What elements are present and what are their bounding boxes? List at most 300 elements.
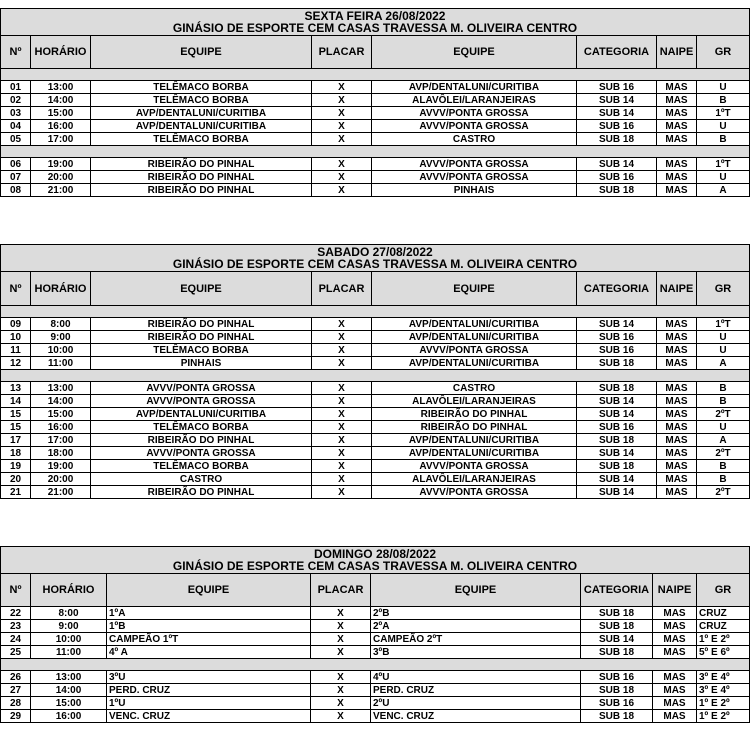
group: B [697,460,750,473]
team-away: AVP/DENTALUNI/CURITIBA [372,447,577,460]
team-home: TELÊMACO BORBA [91,344,312,357]
match-time: 16:00 [31,421,91,434]
match-number: 29 [1,710,31,723]
match-number: 06 [1,158,31,171]
table-row [1,607,750,620]
match-time: 21:00 [31,486,91,499]
col-header-score: PLACAR [311,574,371,607]
score: X [311,684,371,697]
table-row [1,671,750,684]
schedule-sunday [0,546,749,723]
category: SUB 14 [577,473,657,486]
team-home: RIBEIRÃO DO PINHAL [91,318,312,331]
team-away: AVP/DENTALUNI/CURITIBA [372,434,577,447]
col-header-group: GR [697,36,750,69]
score: X [312,434,372,447]
date-heading: SABADO 27/08/2022 [317,245,433,259]
table-row [1,94,750,107]
col-header-team1: EQUIPE [91,36,312,69]
match-number: 02 [1,94,31,107]
team-away: AVP/DENTALUNI/CURITIBA [372,331,577,344]
table-row [1,710,750,723]
col-header-category: CATEGORIA [581,574,653,607]
team-home: VENC. CRUZ [107,710,311,723]
score: X [311,646,371,659]
team-away: RIBEIRÃO DO PINHAL [372,421,577,434]
schedule-friday [0,8,749,197]
match-time: 16:00 [31,120,91,133]
table-row [1,184,750,197]
group: B [697,395,750,408]
match-number: 07 [1,171,31,184]
col-header-group: GR [697,272,750,306]
team-away: VENC. CRUZ [371,710,581,723]
col-header-score: PLACAR [312,272,372,306]
team-away: CAMPEÃO 2ºT [371,633,581,646]
score: X [311,607,371,620]
score: X [311,671,371,684]
category: SUB 16 [577,421,657,434]
match-number: 21 [1,486,31,499]
naipe: MAS [653,646,697,659]
col-header-score: PLACAR [312,36,372,69]
score: X [312,158,372,171]
score: X [312,486,372,499]
team-home: RIBEIRÃO DO PINHAL [91,331,312,344]
table-row [1,486,750,499]
group: A [697,434,750,447]
match-time: 15:00 [31,408,91,421]
separator-row [1,69,750,81]
table-row [1,171,750,184]
team-away: AVP/DENTALUNI/CURITIBA [372,318,577,331]
score: X [312,184,372,197]
header-row [1,272,750,306]
naipe: MAS [657,120,697,133]
team-home: AVVV/PONTA GROSSA [91,382,312,395]
group: U [697,344,750,357]
match-time: 17:00 [31,133,91,146]
naipe: MAS [657,133,697,146]
match-number: 18 [1,447,31,460]
match-time: 16:00 [31,710,107,723]
match-time: 14:00 [31,684,107,697]
match-number: 19 [1,460,31,473]
col-header-number: Nº [1,272,31,306]
match-time: 10:00 [31,344,91,357]
col-header-naipe: NAIPE [653,574,697,607]
category: SUB 14 [581,633,653,646]
table-row [1,473,750,486]
category: SUB 14 [577,395,657,408]
naipe: MAS [657,382,697,395]
table-row [1,357,750,370]
match-time: 11:00 [31,646,107,659]
category: SUB 14 [577,318,657,331]
team-home: AVVV/PONTA GROSSA [91,447,312,460]
team-away: ALAVÔLEI/LARANJEIRAS [372,395,577,408]
group: 1º E 2º [697,697,750,710]
venue-heading: GINÁSIO DE ESPORTE CEM CASAS TRAVESSA M. OLIVEIRA CENTRO [172,257,578,271]
team-home: TELÊMACO BORBA [91,94,312,107]
group: A [697,184,750,197]
match-time: 20:00 [31,473,91,486]
score: X [312,81,372,94]
schedule-table [0,244,750,499]
team-away: 3ºB [371,646,581,659]
match-time: 8:00 [31,318,91,331]
naipe: MAS [657,486,697,499]
team-home: RIBEIRÃO DO PINHAL [91,434,312,447]
match-number: 17 [1,434,31,447]
match-number: 28 [1,697,31,710]
match-number: 20 [1,473,31,486]
team-away: AVVV/PONTA GROSSA [372,171,577,184]
score: X [312,408,372,421]
match-number: 01 [1,81,31,94]
table-row [1,408,750,421]
team-home: CASTRO [91,473,312,486]
category: SUB 18 [581,710,653,723]
match-time: 21:00 [31,184,91,197]
group: U [697,331,750,344]
table-row [1,421,750,434]
team-away: CASTRO [372,133,577,146]
naipe: MAS [653,620,697,633]
naipe: MAS [657,357,697,370]
schedule-table [0,546,750,723]
naipe: MAS [657,81,697,94]
team-home: 3ºU [107,671,311,684]
score: X [311,710,371,723]
group: B [697,382,750,395]
naipe: MAS [657,318,697,331]
category: SUB 14 [577,94,657,107]
group: U [697,81,750,94]
naipe: MAS [657,344,697,357]
score: X [312,382,372,395]
team-home: TELÊMACO BORBA [91,421,312,434]
group: 5º E 6º [697,646,750,659]
match-time: 15:00 [31,107,91,120]
score: X [312,460,372,473]
category: SUB 16 [577,331,657,344]
category: SUB 18 [577,133,657,146]
team-home: TELÊMACO BORBA [91,133,312,146]
category: SUB 16 [581,671,653,684]
team-away: AVP/DENTALUNI/CURITIBA [372,357,577,370]
team-home: 1ºA [107,607,311,620]
team-away: AVVV/PONTA GROSSA [372,460,577,473]
naipe: MAS [657,473,697,486]
table-row [1,120,750,133]
team-home: CAMPEÃO 1ºT [107,633,311,646]
match-number: 24 [1,633,31,646]
venue-heading: GINÁSIO DE ESPORTE CEM CASAS TRAVESSA M. OLIVEIRA CENTRO [172,21,578,35]
table-row [1,684,750,697]
col-header-team2: EQUIPE [372,272,577,306]
score: X [312,331,372,344]
match-time: 20:00 [31,171,91,184]
naipe: MAS [657,408,697,421]
team-away: ALAVÔLEI/LARANJEIRAS [372,94,577,107]
table-row [1,107,750,120]
table-row [1,81,750,94]
team-away: PINHAIS [372,184,577,197]
team-home: 4º A [107,646,311,659]
match-number: 03 [1,107,31,120]
category: SUB 14 [577,158,657,171]
match-time: 13:00 [31,81,91,94]
naipe: MAS [657,434,697,447]
group: A [697,357,750,370]
col-header-naipe: NAIPE [657,36,697,69]
team-away: 2ºA [371,620,581,633]
team-away: AVVV/PONTA GROSSA [372,344,577,357]
match-number: 25 [1,646,31,659]
match-time: 11:00 [31,357,91,370]
match-time: 18:00 [31,447,91,460]
naipe: MAS [653,684,697,697]
team-home: AVP/DENTALUNI/CURITIBA [91,120,312,133]
separator-row [1,370,750,382]
date-heading: SEXTA FEIRA 26/08/2022 [304,9,446,23]
category: SUB 14 [577,408,657,421]
table-row [1,158,750,171]
match-time: 17:00 [31,434,91,447]
category: SUB 18 [577,434,657,447]
team-away: AVVV/PONTA GROSSA [372,158,577,171]
score: X [312,357,372,370]
team-away: PERD. CRUZ [371,684,581,697]
match-time: 13:00 [31,382,91,395]
score: X [312,94,372,107]
category: SUB 16 [577,171,657,184]
category: SUB 16 [577,344,657,357]
header-row [1,574,750,607]
match-time: 14:00 [31,395,91,408]
score: X [312,447,372,460]
team-home: 1ºB [107,620,311,633]
team-away: 2ºU [371,697,581,710]
match-number: 27 [1,684,31,697]
table-row [1,620,750,633]
score: X [311,620,371,633]
col-header-team2: EQUIPE [371,574,581,607]
match-time: 10:00 [31,633,107,646]
separator-row [1,306,750,318]
score: X [312,120,372,133]
category: SUB 18 [577,184,657,197]
category: SUB 18 [581,607,653,620]
team-home: TELÊMACO BORBA [91,460,312,473]
table-row [1,382,750,395]
match-number: 12 [1,357,31,370]
category: SUB 14 [577,486,657,499]
category: SUB 18 [577,357,657,370]
venue-heading: GINÁSIO DE ESPORTE CEM CASAS TRAVESSA M. OLIVEIRA CENTRO [172,559,578,573]
col-header-time: HORÁRIO [31,36,91,69]
naipe: MAS [657,107,697,120]
group: 2ºT [697,486,750,499]
score: X [312,133,372,146]
group: U [697,120,750,133]
team-home: AVP/DENTALUNI/CURITIBA [91,107,312,120]
table-row [1,697,750,710]
match-time: 19:00 [31,158,91,171]
header-row [1,36,750,69]
score: X [311,633,371,646]
match-time: 13:00 [31,671,107,684]
table-row [1,395,750,408]
table-row [1,344,750,357]
table-row [1,318,750,331]
score: X [312,344,372,357]
match-time: 14:00 [31,94,91,107]
group: B [697,473,750,486]
match-number: 04 [1,120,31,133]
group: U [697,171,750,184]
group: 1ºT [697,158,750,171]
col-header-time: HORÁRIO [31,272,91,306]
schedule-title [1,245,750,272]
team-away: AVVV/PONTA GROSSA [372,120,577,133]
naipe: MAS [653,633,697,646]
category: SUB 14 [577,447,657,460]
naipe: MAS [653,697,697,710]
schedule-table [0,8,750,197]
category: SUB 14 [577,107,657,120]
score: X [312,421,372,434]
team-home: TELÊMACO BORBA [91,81,312,94]
category: SUB 18 [577,382,657,395]
score: X [312,107,372,120]
naipe: MAS [653,710,697,723]
col-header-category: CATEGORIA [577,36,657,69]
table-row [1,331,750,344]
category: SUB 18 [581,646,653,659]
naipe: MAS [657,421,697,434]
naipe: MAS [657,184,697,197]
schedule-title [1,547,750,574]
col-header-team2: EQUIPE [372,36,577,69]
team-away: ALAVÔLEI/LARANJEIRAS [372,473,577,486]
group: 2ºT [697,408,750,421]
category: SUB 16 [577,81,657,94]
team-home: AVVV/PONTA GROSSA [91,395,312,408]
match-time: 8:00 [31,607,107,620]
match-number: 05 [1,133,31,146]
col-header-number: Nº [1,36,31,69]
table-row [1,460,750,473]
separator-row [1,146,750,158]
separator-row [1,659,750,671]
match-number: 09 [1,318,31,331]
naipe: MAS [657,171,697,184]
group: 1º E 2º [697,633,750,646]
team-home: RIBEIRÃO DO PINHAL [91,158,312,171]
col-header-naipe: NAIPE [657,272,697,306]
team-away: 4ºU [371,671,581,684]
category: SUB 16 [577,120,657,133]
date-heading: DOMINGO 28/08/2022 [313,547,437,561]
group: CRUZ [697,607,750,620]
match-number: 13 [1,382,31,395]
team-home: 1ºU [107,697,311,710]
match-number: 10 [1,331,31,344]
match-number: 08 [1,184,31,197]
category: SUB 18 [577,460,657,473]
group: 1ºT [697,107,750,120]
match-number: 15 [1,421,31,434]
team-away: AVVV/PONTA GROSSA [372,486,577,499]
col-header-team1: EQUIPE [107,574,311,607]
col-header-number: Nº [1,574,31,607]
category: SUB 16 [581,697,653,710]
group: 3º E 4º [697,684,750,697]
group: 1º E 2º [697,710,750,723]
table-row [1,633,750,646]
col-header-team1: EQUIPE [91,272,312,306]
team-away: AVVV/PONTA GROSSA [372,107,577,120]
schedule-title [1,9,750,36]
match-time: 15:00 [31,697,107,710]
table-row [1,646,750,659]
match-number: 23 [1,620,31,633]
naipe: MAS [653,671,697,684]
score: X [311,697,371,710]
naipe: MAS [657,94,697,107]
team-away: AVP/DENTALUNI/CURITIBA [372,81,577,94]
group: B [697,94,750,107]
table-row [1,447,750,460]
category: SUB 18 [581,684,653,697]
naipe: MAS [657,158,697,171]
team-home: PERD. CRUZ [107,684,311,697]
group: 2ºT [697,447,750,460]
naipe: MAS [657,447,697,460]
col-header-group: GR [697,574,750,607]
match-time: 9:00 [31,620,107,633]
group: 1ºT [697,318,750,331]
match-time: 19:00 [31,460,91,473]
group: U [697,421,750,434]
team-away: 2ºB [371,607,581,620]
team-home: RIBEIRÃO DO PINHAL [91,171,312,184]
team-away: RIBEIRÃO DO PINHAL [372,408,577,421]
col-header-time: HORÁRIO [31,574,107,607]
naipe: MAS [653,607,697,620]
schedule-saturday [0,244,749,499]
match-number: 22 [1,607,31,620]
score: X [312,318,372,331]
col-header-category: CATEGORIA [577,272,657,306]
naipe: MAS [657,460,697,473]
match-number: 14 [1,395,31,408]
score: X [312,395,372,408]
naipe: MAS [657,395,697,408]
match-time: 9:00 [31,331,91,344]
group: CRUZ [697,620,750,633]
score: X [312,473,372,486]
match-number: 15 [1,408,31,421]
score: X [312,171,372,184]
naipe: MAS [657,331,697,344]
table-row [1,133,750,146]
team-home: AVP/DENTALUNI/CURITIBA [91,408,312,421]
team-home: RIBEIRÃO DO PINHAL [91,184,312,197]
team-home: RIBEIRÃO DO PINHAL [91,486,312,499]
